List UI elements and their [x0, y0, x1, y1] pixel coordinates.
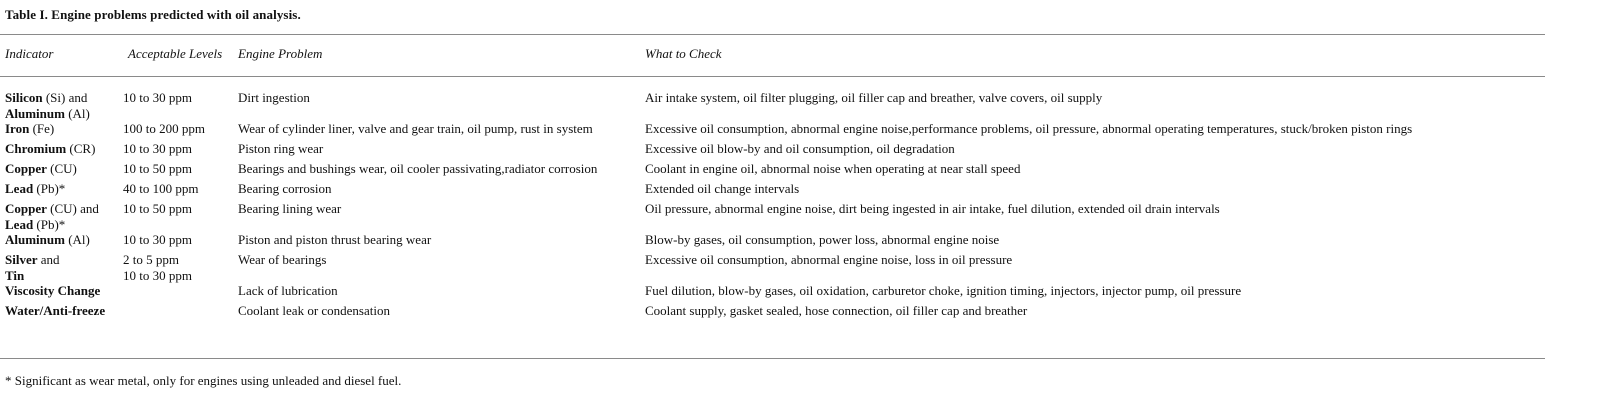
indicator-name: Silicon — [5, 90, 43, 105]
table-row — [0, 121, 1545, 141]
indicator-name: Aluminum — [5, 232, 65, 247]
indicator-name: Copper — [5, 201, 47, 216]
check-cell: Air intake system, oil filter plugging, oil filler cap and breather, valve covers, oil supply — [645, 90, 1103, 105]
indicator-cell — [0, 303, 123, 323]
check-cell: Excessive oil consumption, abnormal engine noise, loss in oil pressure — [645, 252, 1013, 267]
indicator-symbol: (CR) — [66, 141, 96, 156]
oil-analysis-table — [0, 46, 1545, 323]
indicator-name: Lead — [5, 216, 34, 232]
indicator-cell — [0, 232, 123, 252]
level-value: 10 to 30 ppm — [123, 267, 192, 283]
level-value: 10 to 50 ppm — [123, 201, 192, 216]
indicator-symbol: (Al) — [64, 105, 90, 121]
indicator-name: Copper — [5, 161, 47, 176]
table-row — [0, 201, 1545, 232]
header-problem: Engine Problem — [238, 46, 323, 61]
indicator-name: Lead — [5, 181, 34, 196]
check-cell: Coolant supply, gasket sealed, hose connection, oil filler cap and breather — [645, 303, 1028, 318]
table-row — [0, 283, 1545, 303]
problem-cell: Lack of lubrication — [238, 283, 338, 298]
problem-cell: Bearing lining wear — [238, 201, 342, 216]
header-row — [0, 46, 1545, 76]
indicator-symbol: (CU) and — [46, 201, 99, 216]
problem-cell: Wear of cylinder liner, valve and gear train, oil pump, rust in system — [238, 121, 593, 136]
indicator-cell — [0, 283, 123, 303]
check-cell: Oil pressure, abnormal engine noise, dirt being ingested in air intake, fuel dilution, extended oil drain intervals — [645, 201, 1220, 216]
indicator-cell — [0, 121, 123, 141]
check-cell: Coolant in engine oil, abnormal noise when operating at near stall speed — [645, 161, 1021, 176]
indicator-name: Tin — [5, 267, 25, 283]
table-row — [0, 161, 1545, 181]
table-title: Table I. Engine problems predicted with oil analysis. — [5, 7, 301, 22]
level-cell — [123, 161, 233, 181]
table-row — [0, 141, 1545, 161]
check-cell: Extended oil change intervals — [645, 181, 800, 196]
indicator-name: Aluminum — [5, 105, 65, 121]
level-value: 100 to 200 ppm — [123, 121, 205, 136]
indicator-name: Viscosity Change — [5, 283, 101, 298]
check-cell: Excessive oil blow-by and oil consumption, oil degradation — [645, 141, 955, 156]
table-row — [0, 76, 1545, 121]
indicator-cell — [0, 161, 123, 181]
indicator-name: Iron — [5, 121, 30, 136]
level-cell — [123, 181, 233, 201]
bottom-rule — [0, 358, 1545, 359]
level-cell — [123, 141, 233, 161]
level-cell — [123, 76, 233, 121]
indicator-symbol: (Al) — [64, 232, 90, 247]
indicator-cell — [0, 181, 123, 201]
indicator-symbol: (Pb)* — [33, 216, 66, 232]
level-value: 10 to 30 ppm — [123, 141, 192, 156]
problem-cell: Piston and piston thrust bearing wear — [238, 232, 432, 247]
table-body — [0, 76, 1545, 323]
level-value: 10 to 30 ppm — [123, 90, 192, 105]
table-row — [0, 303, 1545, 323]
indicator-symbol: (Si) and — [42, 90, 88, 105]
indicator-name: Silver — [5, 252, 38, 267]
level-value: 2 to 5 ppm — [123, 252, 179, 267]
check-cell: Blow-by gases, oil consumption, power loss, abnormal engine noise — [645, 232, 1000, 247]
indicator-symbol: and — [37, 252, 60, 267]
problem-cell: Piston ring wear — [238, 141, 324, 156]
level-value: 10 to 30 ppm — [123, 232, 192, 247]
level-cell — [123, 201, 233, 232]
footnote: * Significant as wear metal, only for engines using unleaded and diesel fuel. — [5, 373, 402, 388]
header-indicator: Indicator — [5, 46, 54, 61]
indicator-cell — [0, 201, 123, 232]
level-cell — [123, 252, 233, 283]
level-value: 40 to 100 ppm — [123, 181, 199, 196]
table-row — [0, 232, 1545, 252]
level-cell — [123, 283, 233, 303]
indicator-symbol: (Fe) — [29, 121, 55, 136]
problem-cell: Bearings and bushings wear, oil cooler passivating,radiator corrosion — [238, 161, 598, 176]
level-cell — [123, 232, 233, 252]
problem-cell: Coolant leak or condensation — [238, 303, 390, 318]
indicator-symbol: (Pb)* — [33, 181, 66, 196]
indicator-cell — [0, 141, 123, 161]
problem-cell: Wear of bearings — [238, 252, 327, 267]
table-row — [0, 181, 1545, 201]
level-cell — [123, 303, 233, 323]
level-value: 10 to 50 ppm — [123, 161, 192, 176]
indicator-cell — [0, 252, 123, 283]
problem-cell: Bearing corrosion — [238, 181, 332, 196]
header-check: What to Check — [645, 46, 722, 61]
check-cell: Excessive oil consumption, abnormal engine noise,performance problems, oil pressure, abnormal operating temperatures, stuck/broken piston rings — [645, 121, 1413, 136]
top-rule — [0, 34, 1545, 35]
indicator-symbol: (CU) — [46, 161, 77, 176]
table-row — [0, 252, 1545, 283]
problem-cell: Dirt ingestion — [238, 90, 310, 105]
level-cell — [123, 121, 233, 141]
indicator-name: Chromium — [5, 141, 67, 156]
indicator-name: Water/Anti-freeze — [5, 303, 106, 318]
header-levels: Acceptable Levels — [128, 46, 223, 61]
indicator-cell — [0, 76, 123, 121]
check-cell: Fuel dilution, blow-by gases, oil oxidation, carburetor choke, ignition timing, injectors, injector pump, oil pressure — [645, 283, 1242, 298]
